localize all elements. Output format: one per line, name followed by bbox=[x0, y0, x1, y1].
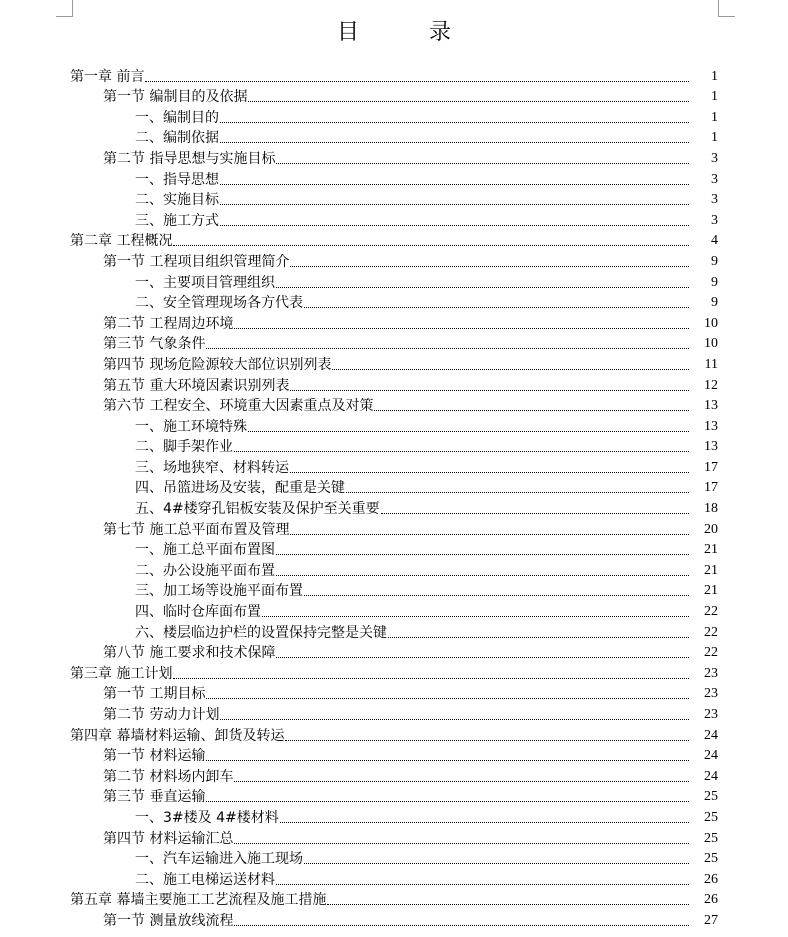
toc-entry[interactable] bbox=[0, 538, 788, 559]
toc-entry[interactable] bbox=[0, 496, 788, 517]
toc-entry[interactable] bbox=[0, 455, 788, 476]
dot-leader bbox=[220, 141, 689, 143]
dot-leader bbox=[234, 924, 689, 926]
toc-entry-page-number: 1 bbox=[711, 68, 718, 84]
toc-entry-page-number: 27 bbox=[704, 912, 718, 928]
toc-entry-label: 第一节 编制目的及依据 bbox=[103, 89, 248, 106]
dot-leader bbox=[276, 162, 689, 164]
toc-entry-page-number: 22 bbox=[704, 624, 718, 640]
toc-entry-label: 六、楼层临边护栏的设置保持完整是关键 bbox=[135, 624, 387, 641]
toc-entry-page-number: 13 bbox=[704, 418, 718, 434]
toc-entry-page-number: 3 bbox=[711, 212, 718, 228]
toc-entry-page-number: 1 bbox=[711, 109, 718, 125]
dot-leader bbox=[276, 553, 689, 555]
toc-entry[interactable] bbox=[0, 476, 788, 497]
toc-entry-label: 二、脚手架作业 bbox=[135, 439, 233, 456]
toc-entry-page-number: 24 bbox=[704, 748, 718, 764]
toc-entry[interactable] bbox=[0, 744, 788, 765]
toc-entry[interactable] bbox=[0, 558, 788, 579]
toc-entry[interactable] bbox=[0, 394, 788, 415]
toc-entry-label: 三、施工方式 bbox=[135, 212, 219, 229]
toc-entry-label: 第三节 垂直运输 bbox=[103, 789, 206, 806]
toc-entry-label: 一、3#楼及 4#楼材料 bbox=[135, 809, 279, 826]
toc-entry-page-number: 4 bbox=[711, 233, 718, 249]
toc-entry-label: 二、安全管理现场各方代表 bbox=[135, 295, 303, 312]
toc-entry[interactable] bbox=[0, 723, 788, 744]
toc-entry-page-number: 23 bbox=[704, 707, 718, 722]
toc-entry[interactable] bbox=[0, 208, 788, 229]
dot-leader bbox=[290, 265, 689, 267]
dot-leader bbox=[145, 80, 689, 82]
toc-entry[interactable] bbox=[0, 805, 788, 826]
dot-leader bbox=[388, 636, 689, 638]
toc-entry[interactable] bbox=[0, 620, 788, 641]
toc-entry-page-number: 13 bbox=[704, 439, 718, 455]
dot-leader bbox=[234, 780, 689, 782]
toc-entry[interactable] bbox=[0, 661, 788, 682]
toc-entry-label: 第一章 前言 bbox=[70, 68, 145, 85]
toc-entry-page-number: 25 bbox=[704, 809, 718, 825]
dot-leader bbox=[220, 183, 689, 185]
dot-leader bbox=[220, 224, 689, 226]
dot-leader bbox=[304, 594, 689, 596]
dot-leader bbox=[276, 286, 689, 288]
toc-entry-page-number: 18 bbox=[704, 501, 718, 517]
dot-leader bbox=[332, 368, 689, 370]
dot-leader bbox=[206, 697, 689, 699]
dot-leader bbox=[290, 389, 689, 391]
toc-entry[interactable] bbox=[0, 702, 788, 723]
toc-entry-page-number: 25 bbox=[704, 789, 718, 805]
toc-entry[interactable] bbox=[0, 599, 788, 620]
toc-entry-label: 第二节 工程周边环境 bbox=[103, 315, 234, 332]
toc-entry-page-number: 25 bbox=[704, 851, 718, 867]
toc-entry-label: 第六节 工程安全、环境重大因素重点及对策 bbox=[103, 398, 374, 415]
toc-entry-page-number: 9 bbox=[711, 295, 718, 311]
dot-leader bbox=[234, 842, 689, 844]
toc-entry-page-number: 22 bbox=[704, 604, 718, 620]
toc-title: 目 录 bbox=[336, 20, 475, 45]
toc-entry[interactable] bbox=[0, 188, 788, 209]
toc-entry[interactable] bbox=[0, 126, 788, 147]
dot-leader bbox=[374, 409, 689, 411]
toc-entry[interactable] bbox=[0, 291, 788, 312]
toc-entry-page-number: 9 bbox=[711, 274, 718, 290]
dot-leader bbox=[290, 533, 689, 535]
toc-entry-label: 第八节 施工要求和技术保障 bbox=[103, 645, 276, 662]
dot-leader bbox=[220, 718, 689, 720]
toc-entry-label: 第一节 工期目标 bbox=[103, 686, 206, 703]
toc-entry-page-number: 26 bbox=[704, 871, 718, 887]
toc-entry-label: 第七节 施工总平面布置及管理 bbox=[103, 521, 290, 538]
toc-entry-label: 五、4#楼穿孔铝板安装及保护至关重要 bbox=[135, 501, 380, 518]
toc-entry[interactable] bbox=[0, 332, 788, 353]
toc-entry[interactable] bbox=[0, 352, 788, 373]
dot-leader bbox=[381, 512, 689, 514]
dot-leader bbox=[262, 615, 689, 617]
toc-entry-label: 二、实施目标 bbox=[135, 192, 219, 209]
toc-entry[interactable] bbox=[0, 270, 788, 291]
toc-entry-label: 三、加工场等设施平面布置 bbox=[135, 583, 303, 600]
toc-entry-label: 一、施工环境特殊 bbox=[135, 418, 247, 435]
toc-entry-label: 第五节 重大环境因素识别列表 bbox=[103, 377, 290, 394]
dot-leader bbox=[280, 821, 689, 823]
toc-entry[interactable] bbox=[0, 105, 788, 126]
toc-entry[interactable] bbox=[0, 785, 788, 806]
toc-entry-label: 一、主要项目管理组织 bbox=[135, 274, 275, 291]
toc-entry-page-number: 10 bbox=[704, 336, 718, 352]
toc-entry-page-number: 23 bbox=[704, 686, 718, 702]
toc-entry[interactable] bbox=[0, 167, 788, 188]
toc-entry[interactable] bbox=[0, 517, 788, 538]
toc-entry[interactable] bbox=[0, 435, 788, 456]
toc-entry-label: 一、汽车运输进入施工现场 bbox=[135, 851, 303, 868]
toc-entry-label: 第二节 材料场内卸车 bbox=[103, 768, 234, 785]
toc-entry-label: 三、场地狭窄、材料转运 bbox=[135, 459, 289, 476]
dot-leader bbox=[276, 656, 689, 658]
dot-leader bbox=[276, 883, 689, 885]
toc-entry-label: 第二节 劳动力计划 bbox=[103, 707, 220, 723]
dot-leader bbox=[327, 903, 689, 905]
dot-leader bbox=[173, 244, 689, 246]
toc-entry-label: 第五章 幕墙主要施工工艺流程及施工措施 bbox=[70, 892, 327, 909]
toc-entry-label: 第二章 工程概况 bbox=[70, 233, 173, 250]
toc-entry-page-number: 23 bbox=[704, 665, 718, 681]
dot-leader bbox=[290, 471, 689, 473]
toc-entry[interactable] bbox=[0, 579, 788, 600]
toc-entry-page-number: 17 bbox=[704, 480, 718, 496]
toc-entry[interactable] bbox=[0, 682, 788, 703]
toc-entry-page-number: 1 bbox=[711, 130, 718, 146]
toc-entry[interactable] bbox=[0, 414, 788, 435]
toc-entry[interactable] bbox=[0, 867, 788, 888]
toc-entry[interactable] bbox=[0, 764, 788, 785]
crop-mark-top-left bbox=[56, 0, 73, 17]
dot-leader bbox=[346, 491, 689, 493]
dot-leader bbox=[304, 306, 689, 308]
dot-leader bbox=[206, 800, 689, 802]
dot-leader bbox=[206, 347, 689, 349]
toc-entry-page-number: 24 bbox=[704, 727, 718, 743]
toc-entry-page-number: 11 bbox=[704, 356, 718, 372]
toc-entry-label: 第一节 工程项目组织管理简介 bbox=[103, 253, 290, 270]
dot-leader bbox=[206, 759, 689, 761]
dot-leader bbox=[234, 450, 689, 452]
crop-mark-top-right bbox=[718, 0, 735, 17]
toc-entry-label: 四、吊篮进场及安装，配重是关键 bbox=[135, 480, 345, 497]
dot-leader bbox=[248, 430, 689, 432]
toc-entry-page-number: 3 bbox=[711, 171, 718, 187]
dot-leader bbox=[276, 574, 689, 576]
toc-entry-label: 第四节 现场危险源较大部位识别列表 bbox=[103, 356, 332, 373]
dot-leader bbox=[220, 203, 689, 205]
dot-leader bbox=[304, 862, 689, 864]
dot-leader bbox=[285, 739, 689, 741]
toc-entry-label: 一、指导思想 bbox=[135, 171, 219, 188]
toc-entry-label: 第一节 测量放线流程 bbox=[103, 912, 234, 929]
toc-entry-label: 一、施工总平面布置图 bbox=[135, 542, 275, 559]
toc-entry-page-number: 21 bbox=[704, 562, 718, 578]
table-of-contents bbox=[0, 64, 788, 929]
toc-entry[interactable] bbox=[0, 229, 788, 250]
toc-entry-label: 二、施工电梯运送材料 bbox=[135, 871, 275, 888]
toc-entry[interactable] bbox=[0, 249, 788, 270]
toc-entry-page-number: 21 bbox=[704, 583, 718, 599]
toc-entry-page-number: 10 bbox=[704, 315, 718, 331]
toc-entry[interactable] bbox=[0, 64, 788, 85]
toc-entry-label: 第一节 材料运输 bbox=[103, 748, 206, 765]
dot-leader bbox=[220, 121, 689, 123]
toc-entry-page-number: 1 bbox=[711, 89, 718, 105]
dot-leader bbox=[248, 100, 689, 102]
toc-entry-page-number: 24 bbox=[704, 768, 718, 784]
dot-leader bbox=[234, 327, 689, 329]
toc-entry[interactable] bbox=[0, 641, 788, 662]
toc-entry[interactable] bbox=[0, 373, 788, 394]
toc-entry-label: 一、编制目的 bbox=[135, 109, 219, 126]
toc-entry-page-number: 20 bbox=[704, 521, 718, 537]
toc-entry-label: 第二节 指导思想与实施目标 bbox=[103, 150, 276, 167]
toc-entry-page-number: 13 bbox=[704, 398, 718, 414]
toc-entry-page-number: 9 bbox=[711, 253, 718, 269]
toc-entry[interactable] bbox=[0, 85, 788, 106]
toc-entry[interactable] bbox=[0, 826, 788, 847]
toc-entry-label: 二、编制依据 bbox=[135, 130, 219, 147]
toc-entry[interactable] bbox=[0, 888, 788, 909]
toc-entry[interactable] bbox=[0, 311, 788, 332]
toc-entry[interactable] bbox=[0, 908, 788, 929]
toc-entry-page-number: 25 bbox=[704, 830, 718, 846]
toc-entry-label: 第四章 幕墙材料运输、卸货及转运 bbox=[70, 727, 285, 744]
dot-leader bbox=[173, 677, 689, 679]
toc-entry-page-number: 26 bbox=[704, 892, 718, 908]
toc-entry[interactable] bbox=[0, 146, 788, 167]
toc-entry-label: 第三章 施工计划 bbox=[70, 665, 173, 682]
toc-entry-page-number: 3 bbox=[711, 192, 718, 208]
toc-entry-label: 四、临时仓库面布置 bbox=[135, 604, 261, 621]
toc-entry-label: 二、办公设施平面布置 bbox=[135, 562, 275, 579]
toc-entry[interactable] bbox=[0, 847, 788, 868]
toc-entry-label: 第四节 材料运输汇总 bbox=[103, 830, 234, 847]
toc-entry-page-number: 12 bbox=[704, 377, 718, 393]
toc-entry-page-number: 3 bbox=[711, 150, 718, 166]
toc-entry-page-number: 22 bbox=[704, 645, 718, 661]
toc-entry-label: 第三节 气象条件 bbox=[103, 336, 206, 353]
toc-entry-page-number: 21 bbox=[704, 542, 718, 558]
toc-entry-page-number: 17 bbox=[704, 459, 718, 475]
